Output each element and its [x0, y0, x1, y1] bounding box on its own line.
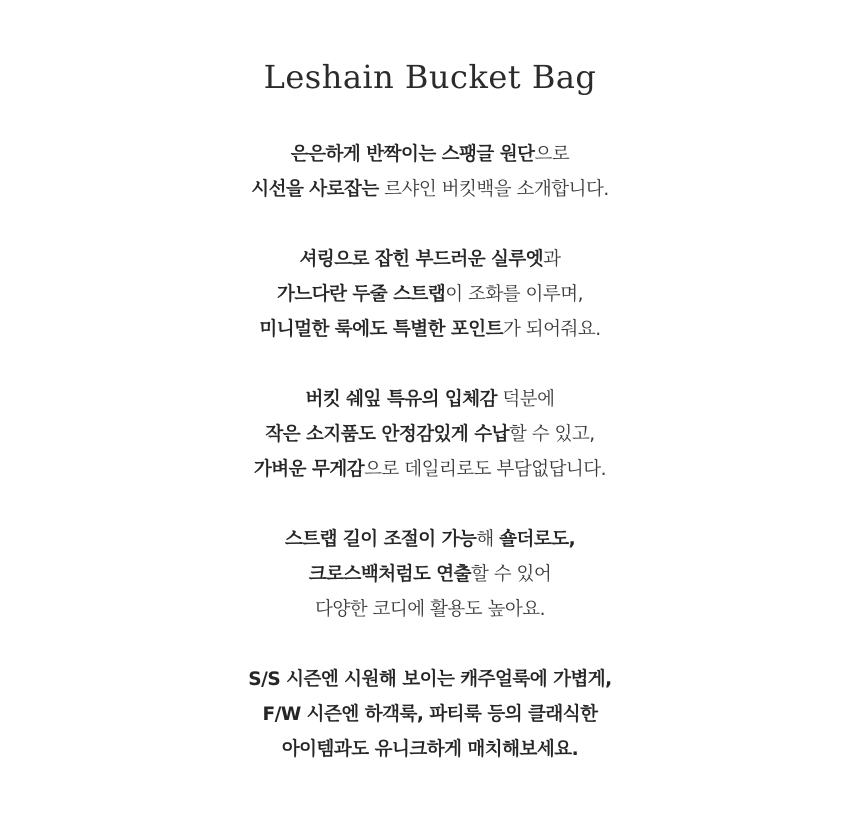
bold-text: 은은하게 반짝이는 스팽글 원단 — [290, 144, 535, 165]
text-line — [0, 137, 860, 172]
text-line — [0, 417, 860, 452]
text-line — [0, 242, 860, 277]
regular-text: 가 되어줘요. — [503, 319, 601, 340]
text-line — [0, 277, 860, 312]
bold-text: 작은 소지품도 안정감있게 수납 — [265, 424, 509, 445]
text-line — [0, 312, 860, 347]
text-line — [0, 172, 860, 207]
regular-text: 으로 데일리로도 부담없답니다. — [364, 459, 607, 480]
regular-text: 으로 — [534, 144, 570, 165]
description-paragraph-5 — [0, 662, 860, 767]
regular-text: 해 — [476, 529, 500, 550]
regular-text: 이 조화를 이루며, — [445, 284, 583, 305]
text-line — [0, 452, 860, 487]
description-paragraph-1 — [0, 137, 860, 207]
bold-text: F/W 시즌엔 하객룩, 파티룩 등의 클래식한 — [262, 704, 598, 725]
bold-text: 숄더로도, — [499, 529, 576, 550]
text-line — [0, 662, 860, 697]
description-paragraph-3 — [0, 382, 860, 487]
bold-text: 버킷 쉐잎 특유의 입체감 — [305, 389, 498, 410]
regular-text: 할 수 있고, — [509, 424, 595, 445]
regular-text: 할 수 있어 — [471, 564, 552, 585]
bold-text: 크로스백처럼도 연출 — [308, 564, 472, 585]
bold-text: 시선을 사로잡는 — [251, 179, 379, 200]
text-line — [0, 732, 860, 767]
text-line — [0, 557, 860, 592]
product-title: Leshain Bucket Bag — [263, 58, 597, 96]
regular-text: 덕분에 — [497, 389, 555, 410]
bold-text: 아이템과도 유니크하게 매치해보세요. — [281, 739, 579, 760]
text-line — [0, 382, 860, 417]
description-paragraph-2 — [0, 242, 860, 347]
bold-text: S/S 시즌엔 시원해 보이는 캐주얼룩에 가볍게, — [248, 669, 612, 690]
description-paragraph-4 — [0, 522, 860, 627]
bold-text: 가느다란 두줄 스트랩 — [277, 284, 446, 305]
text-line — [0, 592, 860, 627]
bold-text: 미니멀한 룩에도 특별한 포인트 — [259, 319, 504, 340]
text-line — [0, 697, 860, 732]
bold-text: 스트랩 길이 조절이 가능 — [284, 529, 477, 550]
regular-text: 다양한 코디에 활용도 높아요. — [315, 599, 545, 620]
bold-text: 가벼운 무게감 — [253, 459, 365, 480]
bold-text: 셔링으로 잡힌 부드러운 실루엣 — [299, 249, 544, 270]
regular-text: 과 — [543, 249, 561, 270]
text-line — [0, 522, 860, 557]
regular-text: 르샤인 버킷백을 소개합니다. — [378, 179, 609, 200]
